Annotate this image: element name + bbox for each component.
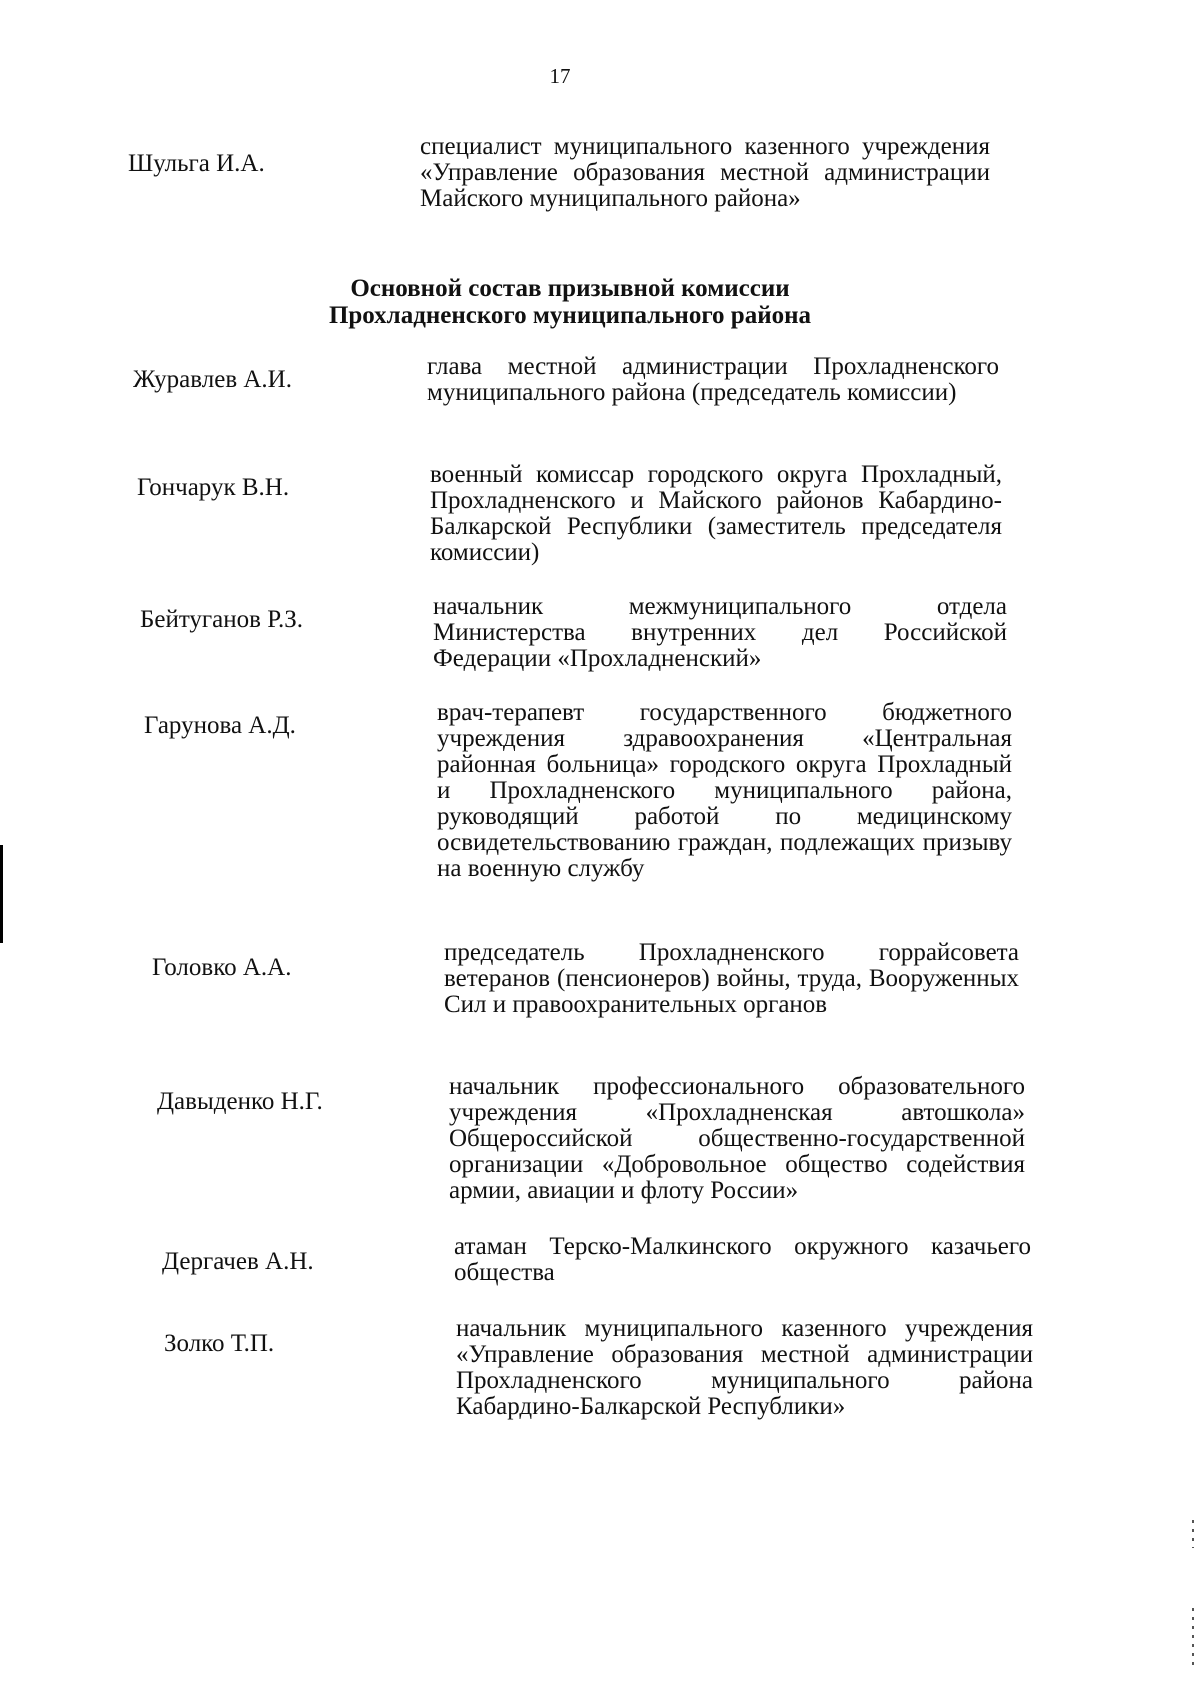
member-description: начальник профессионального образовательного учреждения «Прохладненская автошкола» Общероссийской общественно-государственной организации «Добровольное общество содействия армии, авиации и флоту России»: [449, 1073, 1025, 1204]
member-description: начальник муниципального казенного учреждения «Управление образования местной администрации Прохладненского муниципального района Кабардино-Балкарской Республики»: [456, 1315, 1033, 1420]
member-description: председатель Прохладненского горрайсовета ветеранов (пенсионеров) войны, труда, Вооруженных Сил и правоохранительных органов: [444, 939, 1019, 1018]
member-description: специалист муниципального казенного учреждения «Управление образования местной администрации Майского муниципального района»: [420, 133, 990, 212]
scan-edge-marks: [1192, 1608, 1194, 1668]
member-description: атаман Терско-Малкинского окружного казачьего общества: [454, 1233, 1031, 1286]
heading-line-1: Основной состав призывной комиссии: [350, 275, 790, 302]
member-description: врач-терапевт государственного бюджетного учреждения здравоохранения «Центральная районная больница» городского округа Прохладный и Прохладненского муниципального района, руководящий работой по медицинскому освидетельствованию граждан, подлежащих призыву на военную службу: [437, 699, 1012, 882]
scan-margin-mark: [0, 845, 3, 943]
page-number: 17: [549, 64, 571, 88]
heading-line-2: Прохладненского муниципального района: [328, 302, 812, 329]
member-description: военный комиссар городского округа Прохладный, Прохладненского и Майского районов Кабардино-Балкарской Республики (заместитель председателя комиссии): [430, 461, 1002, 566]
section-heading: [250, 275, 890, 329]
member-name: Дергачев А.Н.: [162, 1248, 314, 1275]
member-name: Головко А.А.: [152, 954, 292, 981]
member-name: Шульга И.А.: [128, 150, 265, 177]
member-name: Журавлев А.И.: [133, 366, 292, 393]
member-name: Золко Т.П.: [164, 1330, 275, 1357]
member-name: Гарунова А.Д.: [144, 712, 296, 739]
scan-edge-marks: [1192, 1520, 1194, 1548]
member-description: начальник межмуниципального отдела Министерства внутренних дел Российской Федерации «Прохладненский»: [433, 593, 1007, 672]
member-name: Гончарук В.Н.: [137, 474, 290, 501]
member-name: Давыденко Н.Г.: [157, 1088, 323, 1115]
member-description: глава местной администрации Прохладненского муниципального района (председатель комиссии): [427, 353, 999, 406]
member-name: Бейтуганов Р.З.: [140, 606, 304, 633]
